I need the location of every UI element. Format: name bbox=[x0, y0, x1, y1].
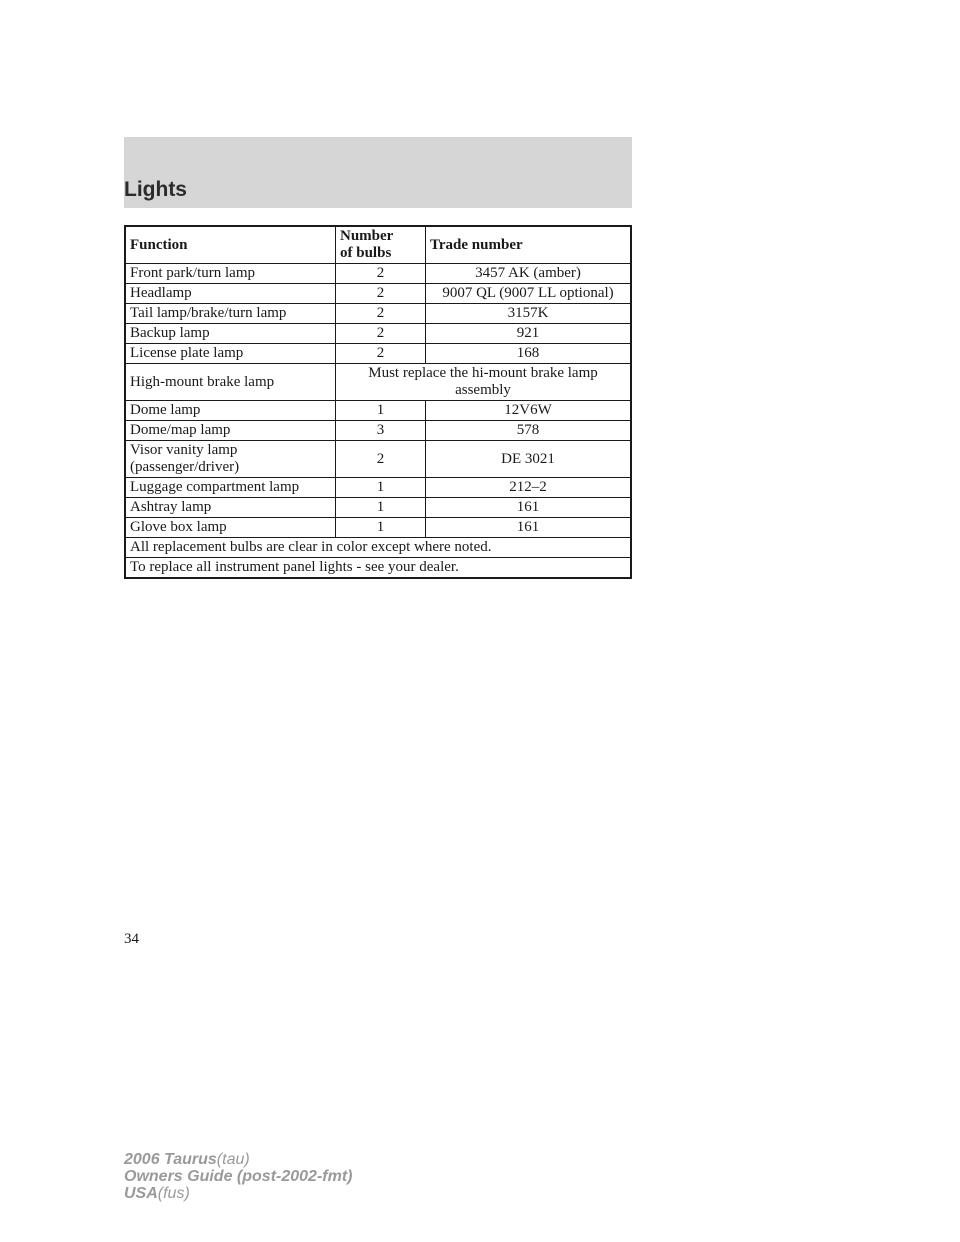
table-note: To replace all instrument panel lights - see your dealer. bbox=[125, 558, 631, 579]
cell-merged-note: Must replace the hi-mount brake lamp assembly bbox=[336, 364, 632, 401]
cell-bulbs: 1 bbox=[336, 518, 426, 538]
section-title: Lights bbox=[124, 178, 187, 201]
cell-trade: 578 bbox=[426, 421, 632, 441]
cell-trade: 3157K bbox=[426, 304, 632, 324]
section-header-band bbox=[124, 137, 632, 208]
cell-trade: 3457 AK (amber) bbox=[426, 264, 632, 284]
cell-bulbs: 1 bbox=[336, 478, 426, 498]
table-row bbox=[125, 304, 631, 324]
table-row bbox=[125, 284, 631, 304]
cell-trade: 212–2 bbox=[426, 478, 632, 498]
bulb-table bbox=[124, 225, 632, 579]
table-row bbox=[125, 401, 631, 421]
cell-bulbs: 2 bbox=[336, 441, 426, 478]
cell-trade: 168 bbox=[426, 344, 632, 364]
header-function: Function bbox=[125, 226, 336, 264]
table-row bbox=[125, 518, 631, 538]
cell-function: Front park/turn lamp bbox=[125, 264, 336, 284]
cell-bulbs: 2 bbox=[336, 304, 426, 324]
cell-bulbs: 3 bbox=[336, 421, 426, 441]
footer-market: USA bbox=[124, 1185, 158, 1202]
cell-trade: 921 bbox=[426, 324, 632, 344]
cell-bulbs: 1 bbox=[336, 498, 426, 518]
cell-bulbs: 1 bbox=[336, 401, 426, 421]
header-bulbs: Number of bulbs bbox=[336, 226, 426, 264]
footer-model: 2006 Taurus bbox=[124, 1151, 217, 1168]
table-row bbox=[125, 441, 631, 478]
cell-trade: 161 bbox=[426, 498, 632, 518]
cell-function: High-mount brake lamp bbox=[125, 364, 336, 401]
footer-model-code: (tau) bbox=[216, 1151, 250, 1168]
cell-function: Visor vanity lamp (passenger/driver) bbox=[125, 441, 336, 478]
cell-trade: 12V6W bbox=[426, 401, 632, 421]
footer-guide: Owners Guide (post-2002-fmt) bbox=[124, 1168, 353, 1185]
header-trade: Trade number bbox=[426, 226, 632, 264]
table-row bbox=[125, 344, 631, 364]
cell-bulbs: 2 bbox=[336, 344, 426, 364]
table-row bbox=[125, 324, 631, 344]
table-row bbox=[125, 264, 631, 284]
table-note-row bbox=[125, 558, 631, 579]
table-row bbox=[125, 364, 631, 401]
cell-trade: DE 3021 bbox=[426, 441, 632, 478]
cell-function: License plate lamp bbox=[125, 344, 336, 364]
cell-function: Backup lamp bbox=[125, 324, 336, 344]
cell-function: Ashtray lamp bbox=[125, 498, 336, 518]
cell-bulbs: 2 bbox=[336, 264, 426, 284]
table-row bbox=[125, 421, 631, 441]
table-note: All replacement bulbs are clear in color except where noted. bbox=[125, 538, 631, 558]
cell-trade: 161 bbox=[426, 518, 632, 538]
footer bbox=[124, 1151, 352, 1202]
cell-function: Glove box lamp bbox=[125, 518, 336, 538]
cell-function: Luggage compartment lamp bbox=[125, 478, 336, 498]
footer-market-code: (fus) bbox=[157, 1185, 190, 1202]
table-row bbox=[125, 478, 631, 498]
table-note-row bbox=[125, 538, 631, 558]
page-number: 34 bbox=[124, 931, 139, 947]
cell-trade: 9007 QL (9007 LL optional) bbox=[426, 284, 632, 304]
cell-function: Dome/map lamp bbox=[125, 421, 336, 441]
table-row bbox=[125, 498, 631, 518]
table-header-row bbox=[125, 226, 631, 264]
cell-function: Dome lamp bbox=[125, 401, 336, 421]
cell-bulbs: 2 bbox=[336, 284, 426, 304]
cell-bulbs: 2 bbox=[336, 324, 426, 344]
cell-function: Headlamp bbox=[125, 284, 336, 304]
cell-function: Tail lamp/brake/turn lamp bbox=[125, 304, 336, 324]
